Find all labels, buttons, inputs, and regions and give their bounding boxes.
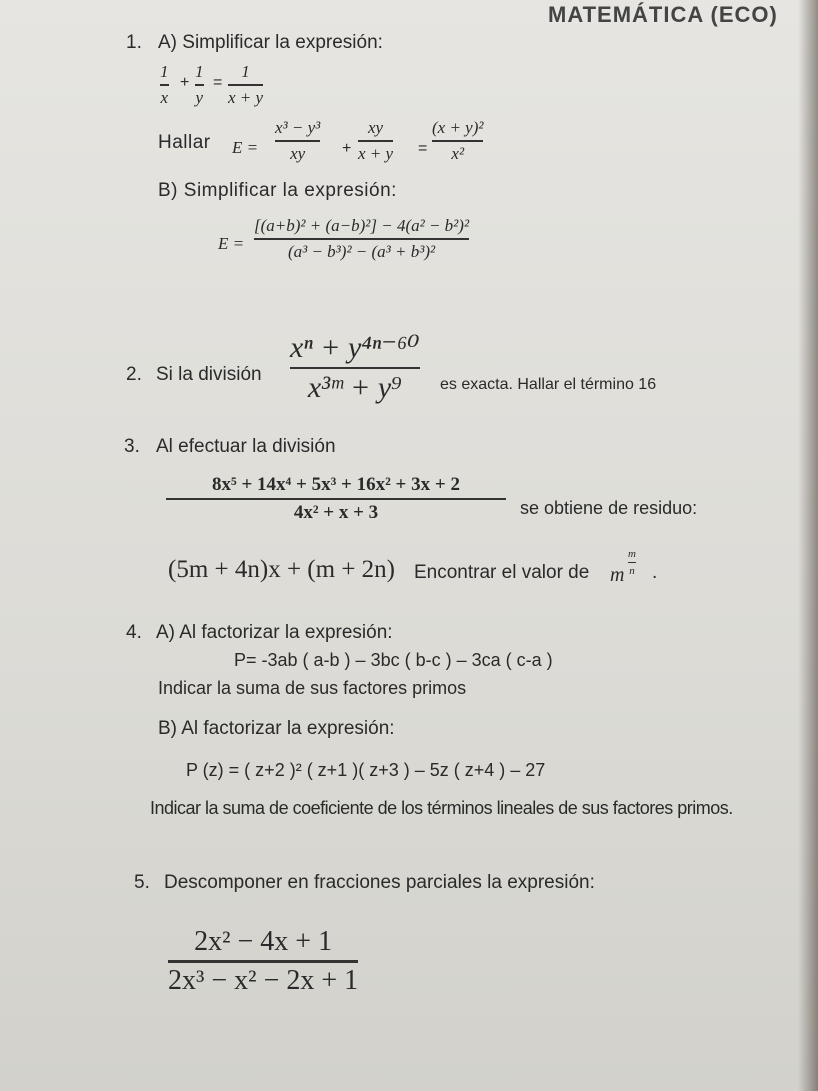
- fraction-1-over-x-plus-y: 1 x + y: [228, 62, 264, 107]
- problem-5-fraction: 2x² − 4x + 1 2x³ − x² − 2x + 1: [168, 926, 359, 996]
- problem-5-text: Descomponer en fracciones parciales la expresión:: [164, 872, 595, 893]
- problem-4a-question: Indicar la suma de sus factores primos: [158, 678, 467, 698]
- b-e-label: E =: [218, 234, 245, 253]
- problem-3-remainder: (5m + 4n)x + (m + 2n): [168, 556, 395, 583]
- problem-4b-label: B) Al factorizar la expresión:: [158, 718, 395, 739]
- problem-2-text: Si la división: [156, 364, 262, 385]
- e-fraction-2: xy x + y: [358, 118, 394, 163]
- e-fraction-3: (x + y)² x²: [432, 118, 484, 163]
- hallar-label: Hallar: [158, 132, 211, 153]
- problem-3-find: Encontrar el valor de: [414, 562, 590, 583]
- problem-3-text: Al efectuar la división: [156, 436, 336, 457]
- b-expression-fraction: [(a+b)² + (a−b)²] − 4(a² − b²)² (a³ − b³)² − (a³ + b³)²: [254, 216, 470, 261]
- problem-4a-label: A) Al factorizar la expresión:: [156, 622, 393, 643]
- problem-3-fraction: 8x⁵ + 14x⁴ + 5x³ + 16x² + 3x + 2 4x² + x + 3: [166, 474, 506, 524]
- fraction-1-over-x: 1 x: [160, 62, 169, 107]
- problem-2-fraction: xⁿ + y⁴ⁿ⁻⁶⁰ x³ᵐ + y⁹: [290, 331, 420, 404]
- problem-3-residuo: se obtiene de residuo:: [520, 498, 698, 518]
- problem-1-number: 1.: [126, 32, 142, 53]
- power-base: m: [610, 564, 625, 586]
- problem-2-number: 2.: [126, 364, 142, 385]
- power-exponent: m n: [628, 548, 636, 577]
- problem-4a-expression: P= -3ab ( a-b ) – 3bc ( b-c ) – 3ca ( c-a ): [234, 650, 553, 670]
- problem-5-number: 5.: [134, 872, 150, 893]
- power-period: .: [652, 562, 658, 583]
- page-edge-shadow: [798, 0, 818, 1091]
- problem-4-number: 4.: [126, 622, 142, 643]
- page-header: MATEMÁTICA (ECO): [548, 2, 778, 27]
- problem-1a-label: A) Simplificar la expresión:: [158, 32, 383, 53]
- problem-2-tail: es exacta. Hallar el término 16: [440, 376, 657, 393]
- problem-1b-label: B) Simplificar la expresión:: [158, 180, 397, 201]
- problem-4b-question: Indicar la suma de coeficiente de los términos lineales de sus factores primos.: [150, 798, 733, 818]
- e-fraction-1: x³ − y³ xy: [275, 118, 321, 163]
- problem-4b-expression: P (z) = ( z+2 )² ( z+1 )( z+3 ) – 5z ( z+4 ) – 27: [186, 760, 546, 780]
- worksheet-page: MATEMÁTICA (ECO) 1. A) Simplificar la expresión: 1 x + 1 y = 1 x + y Hallar E = x³ − y³ xy + xy x + y = (x + y)² x² B) Simplificar la expresión: E = [(a+b)² + (a−b)²] − 4(a² − b²)² (a³ − b³)² − (a³ + b³)² 2. Si la división xⁿ + y⁴ⁿ⁻⁶⁰ x³ᵐ + y⁹ es exacta. Hallar el término 16 3. Al efectuar la división 8x⁵ + 14x⁴ + 5x³ + 16x² + 3x + 2 4x² + x + 3 se obtiene de residuo: (5m + 4n)x + (m + 2n) Encontrar el valor de m m n . 4. A) Al factorizar la expresión: P= -3ab ( a-b ) – 3bc ( b-c ) – 3ca ( c-a ) Indicar la suma de sus factores primos B) Al factorizar la expresión: P (z) = ( z+2 )² ( z+1 )( z+3 ) – 5z ( z+4 ) – 27 Indicar la suma de coeficiente de los términos lineales de sus factores primos. 5. Descomponer en fracciones parciales la expresión: 2x² − 4x + 1 2x³ − x² − 2x + 1: [0, 0, 818, 1091]
- e-label: E =: [232, 138, 259, 157]
- problem-3-number: 3.: [124, 436, 140, 457]
- fraction-1-over-y: 1 y: [195, 62, 204, 107]
